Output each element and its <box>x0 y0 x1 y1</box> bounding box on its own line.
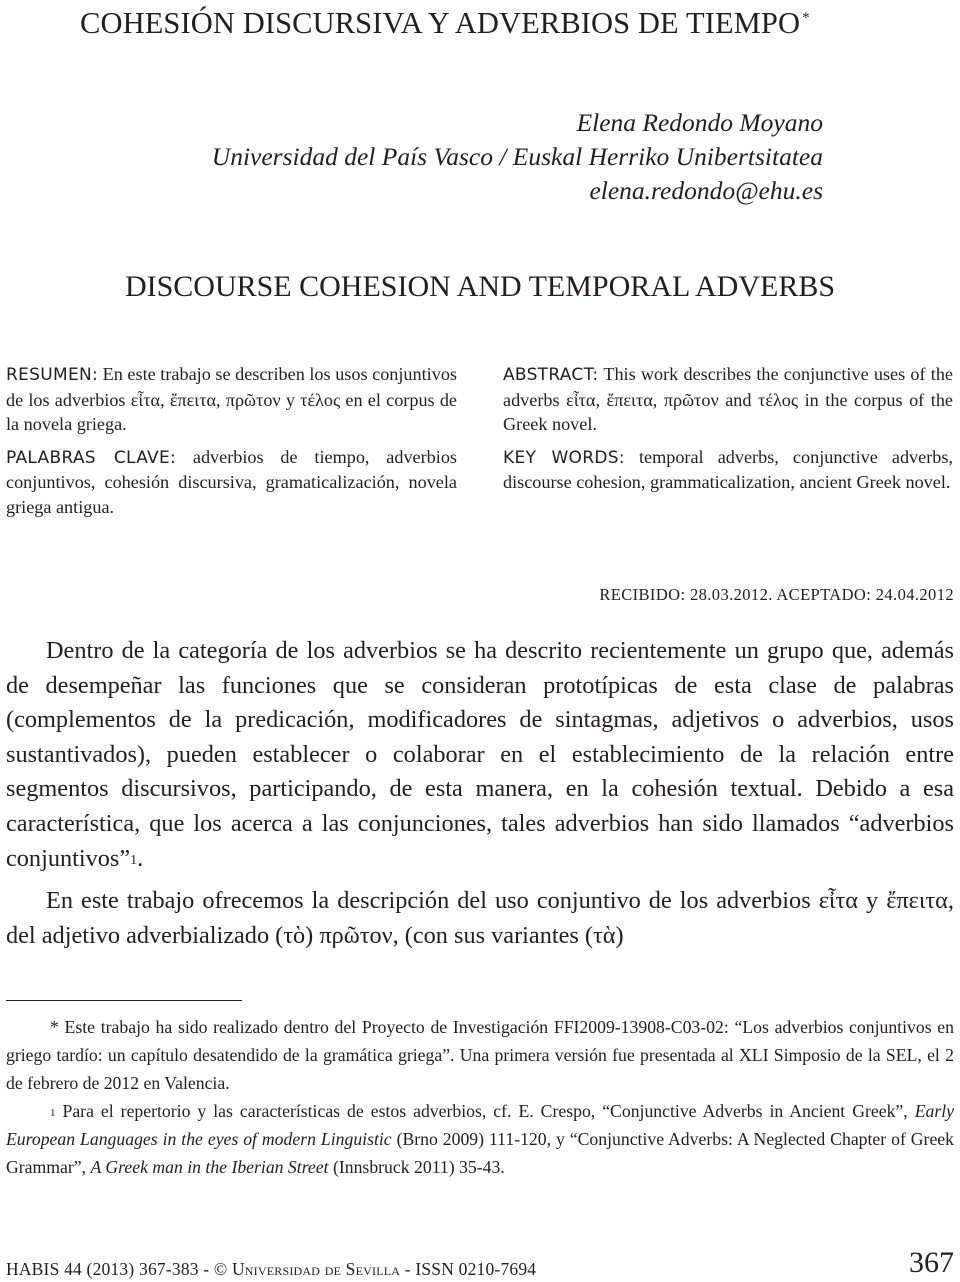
abstract-text: This work describes the conjunctive uses of the adverbs εἶτα, ἔπειτα, πρῶτον and τέλος in the corpus of the Greek novel. <box>503 364 953 434</box>
author-email[interactable]: elena.redondo@ehu.es <box>589 176 823 205</box>
footnote-1-mark: 1 <box>50 1107 56 1119</box>
footnote-1-book-title-2: A Greek man in the Iberian Street <box>90 1157 329 1177</box>
body-paragraph-1-end: . <box>137 844 144 872</box>
key-words-label: KEY WORDS: <box>503 447 625 468</box>
body-text <box>6 634 954 961</box>
footnote-ref-1[interactable]: 1 <box>130 852 138 868</box>
resumen-label: RESUMEN: <box>6 365 99 385</box>
journal-footer <box>6 1259 536 1280</box>
english-title: DISCOURSE COHESION AND TEMPORAL ADVERBS <box>124 270 836 303</box>
palabras-clave-label: PALABRAS CLAVE: <box>6 447 177 468</box>
article-title <box>80 6 810 41</box>
title-text: COHESIÓN DISCURSIVA Y ADVERBIOS DE TIEMPO <box>80 6 801 40</box>
resumen-text: En este trabajo se describen los usos conjuntivos de los adverbios εἶτα, ἔπειτα, πρῶτον y τέλος en el corpus de la novela griega. <box>6 364 457 434</box>
footer-publisher: Universidad de Sevilla <box>231 1259 401 1279</box>
footnote-1 <box>6 1097 954 1181</box>
abstract-label: ABSTRACT: <box>503 365 599 385</box>
body-paragraph-1 <box>6 634 954 876</box>
resumen-paragraph <box>6 362 457 437</box>
key-words-text: temporal adverbs, conjunctive adverbs, discourse cohesion, grammaticalization, ancient Greek novel. <box>503 446 953 492</box>
palabras-clave-text: adverbios de tiempo, adverbios conjuntivos, cohesión discursiva, gramaticalización, novela griega antigua. <box>6 446 457 517</box>
footnote-1-text-e: (Innsbruck 2011) 35-43. <box>328 1157 505 1177</box>
english-abstract-column <box>503 362 953 503</box>
author-block <box>212 106 823 208</box>
spanish-abstract-column <box>6 362 457 527</box>
author-name: Elena Redondo Moyano <box>576 108 823 137</box>
page-number: 367 <box>909 1246 954 1279</box>
footer-issn: - ISSN 0210-7694 <box>400 1259 537 1279</box>
abstract-paragraph <box>503 362 953 437</box>
key-words-paragraph <box>503 445 953 495</box>
footnote-star: * Este trabajo ha sido realizado dentro del Proyecto de Investigación FFI2009-13908-C03-02: “Los adverbios conjuntivos en griego tardío: un capítulo desatendido de la gramática griega”. Una primera versión fue presentada al XLI Simposio de la SEL, el 2 de febrero de 2012 en Valencia. <box>6 1017 954 1093</box>
footer-citation: HABIS 44 (2013) 367-383 - © <box>6 1259 232 1279</box>
author-affiliation: Universidad del País Vasco / Euskal Herriko Unibertsitatea <box>211 142 823 171</box>
body-paragraph-1-text: Dentro de la categoría de los adverbios se ha descrito recientemente un grupo que, además de desempeñar las funciones que se consideran prototípicas de esta clase de palabras (complementos de la predicación, modificadores de sintagmas, adjetivos o adverbios, usos sustantivados), pueden establecer o colaborar en el establecimiento de la relación entre segmentos discursivos, participando, de esta manera, en la cohesión textual. Debido a esa característica, que los acerca a las conjunciones, tales adverbios han sido llamados “adverbios conjuntivos” <box>6 637 954 872</box>
footnote-1-text-c: (Brno 2009) 111-120, y “Conjunctive Adverbs: A Neglected Chapter of Greek Grammar”, <box>6 1129 954 1177</box>
title-footnote-mark: * <box>802 10 810 26</box>
footnote-1-text-a: Para el repertorio y las características de estos adverbios, cf. E. Crespo, “Conjunctive Adverbs in Ancient Greek”, <box>55 1101 915 1121</box>
body-paragraph-2: En este trabajo ofrecemos la descripción del uso conjuntivo de los adverbios εἶτα y ἔπειτα, del adjetivo adverbializado (τὸ) πρῶτον, (con sus variantes (τὰ) <box>6 887 954 949</box>
footnote-divider <box>6 1000 242 1001</box>
footnotes <box>6 1013 954 1181</box>
received-accepted-dates: RECIBIDO: 28.03.2012. ACEPTADO: 24.04.2012 <box>599 585 954 604</box>
palabras-clave-paragraph <box>6 445 457 520</box>
footnote-1-book-title-1: Early European Languages in the eyes of modern Linguistic <box>6 1101 954 1149</box>
